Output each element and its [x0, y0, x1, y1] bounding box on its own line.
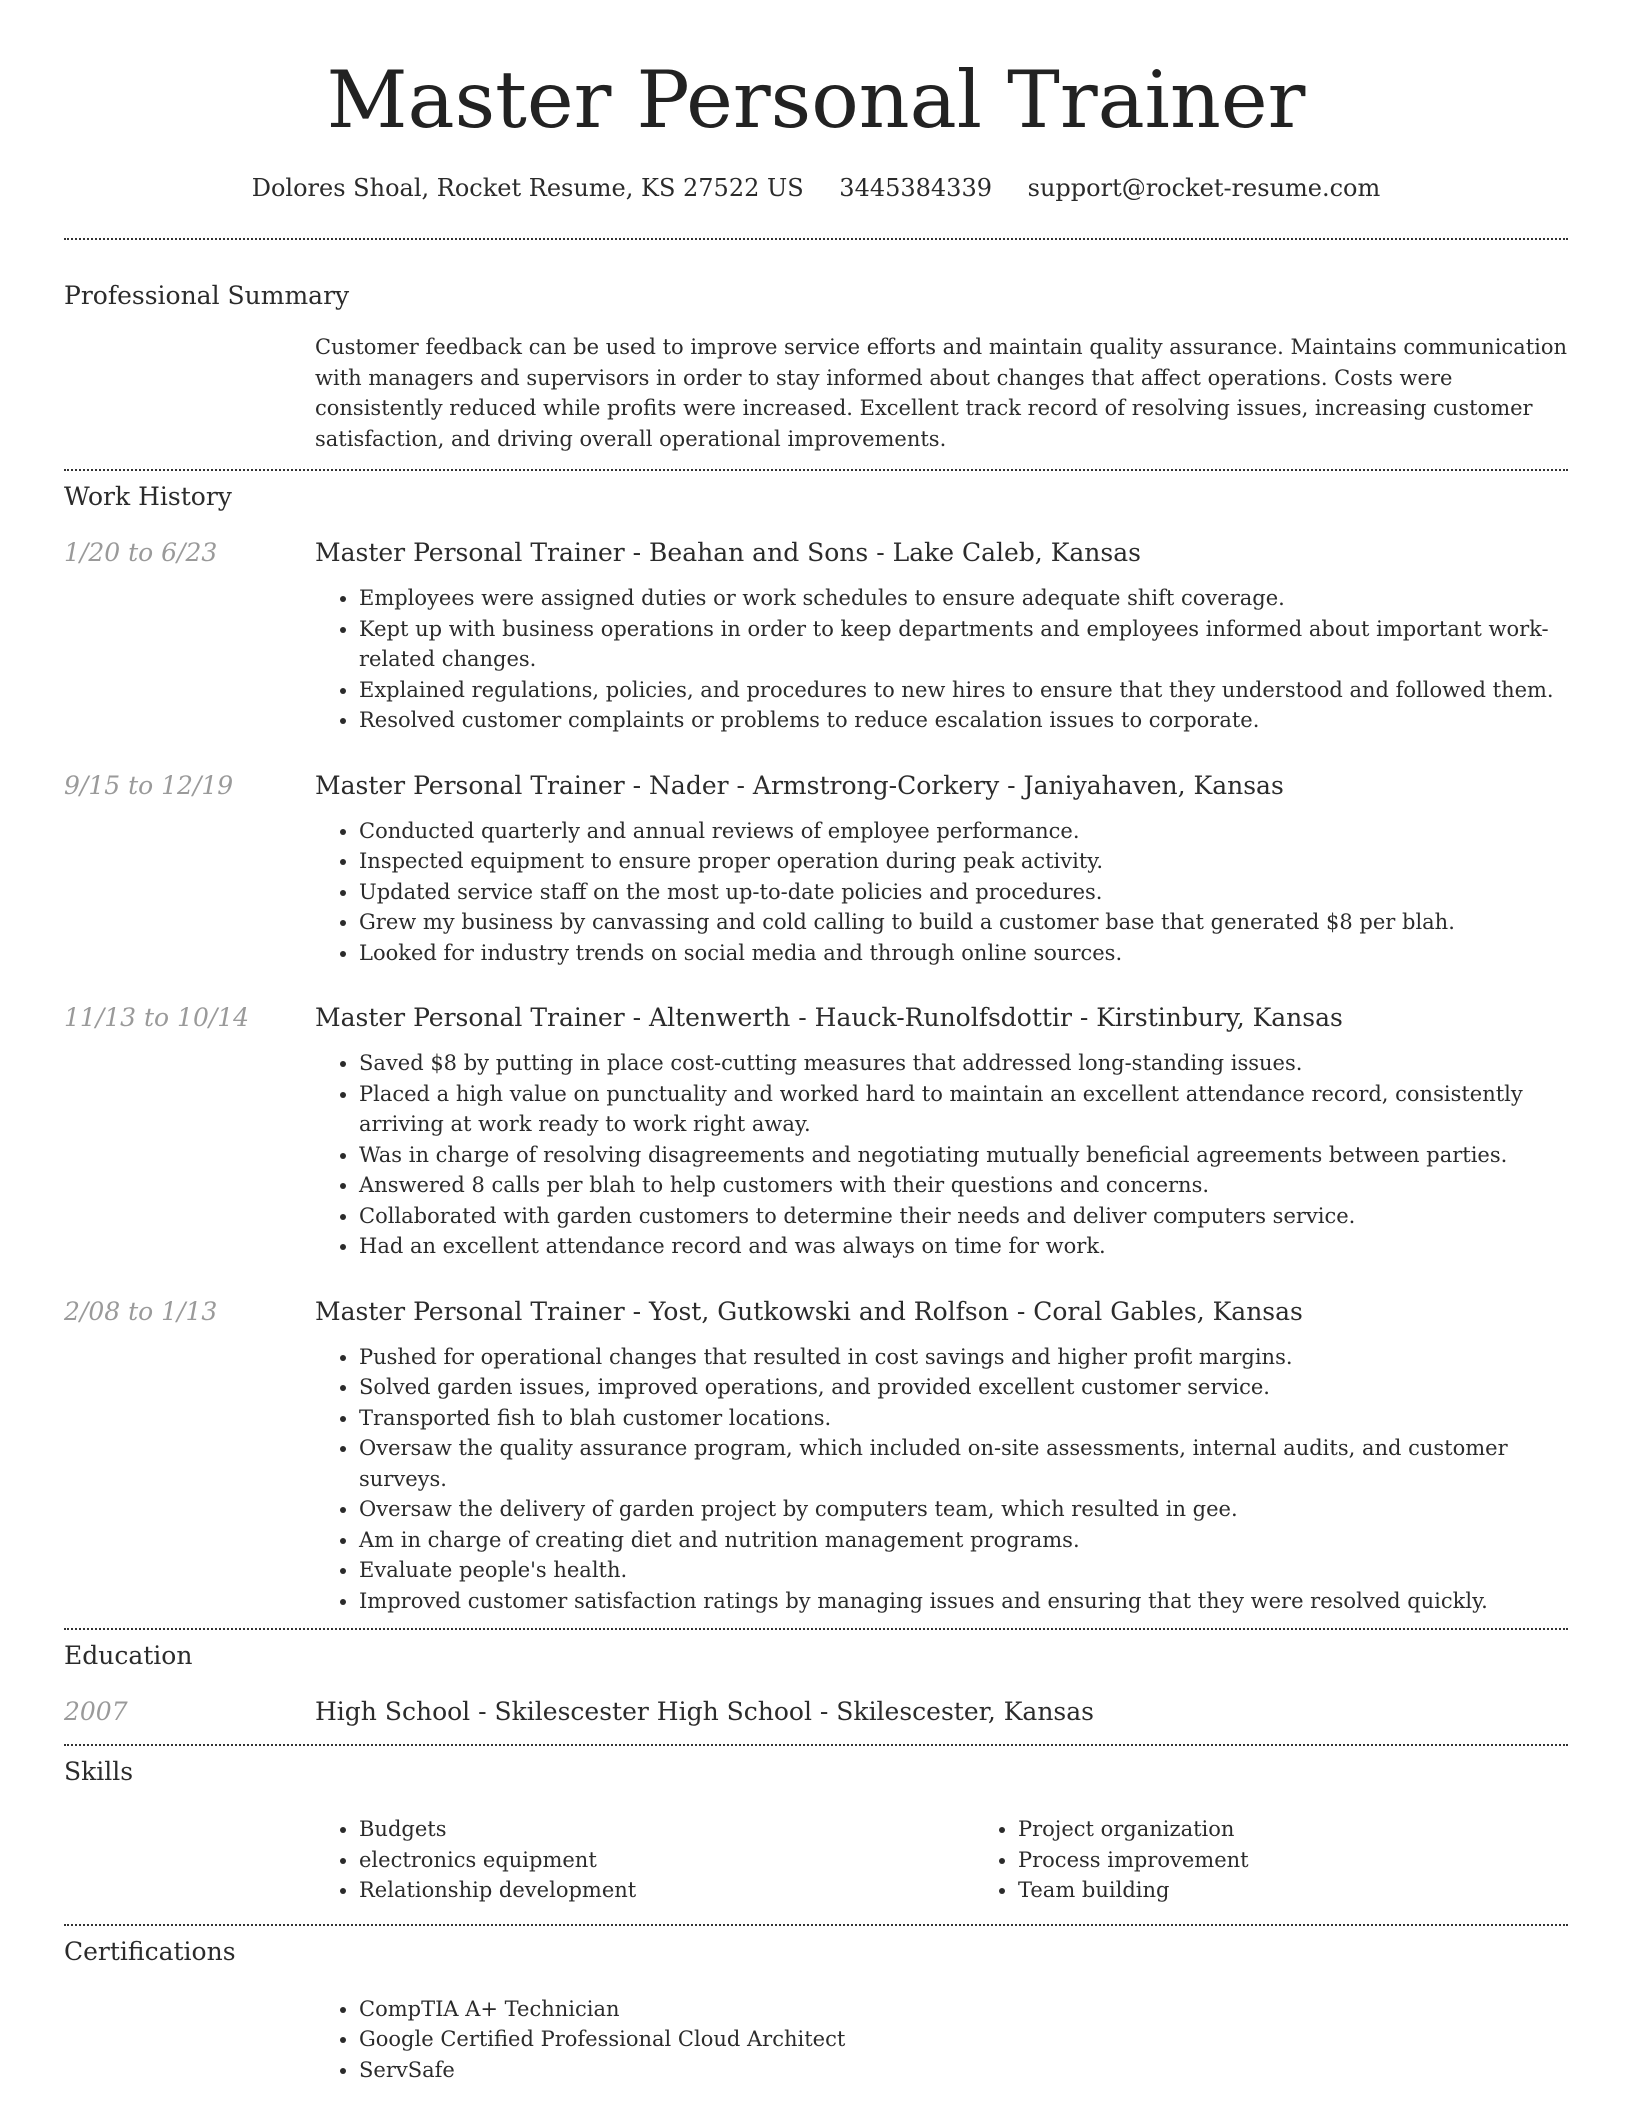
skill-item: • Process improvement — [1018, 1845, 1249, 1876]
contact-address: Dolores Shoal, Rocket Resume, KS 27522 US — [251, 174, 804, 202]
divider — [64, 238, 1568, 240]
job-bullets — [315, 1048, 1568, 1262]
contact-line — [64, 172, 1568, 204]
certification-item: • Google Certified Professional Cloud Architect — [359, 2024, 1568, 2055]
section-heading-skills: Skills — [64, 1757, 134, 1786]
divider — [64, 1628, 1568, 1630]
list-item: • Answered 8 calls per blah to help customers with their questions and concerns. — [359, 1170, 1568, 1201]
resume-page — [64, 0, 1568, 2085]
list-item: • Pushed for operational changes that resulted in cost savings and higher profit margins. — [359, 1342, 1568, 1373]
skills-grid — [315, 1814, 1568, 1906]
divider — [64, 469, 1568, 471]
section-heading-work: Work History — [64, 482, 232, 511]
section-heading-education: Education — [64, 1641, 193, 1670]
skill-item: • Project organization — [1018, 1814, 1249, 1845]
job-bullets — [315, 816, 1568, 969]
list-item: • Solved garden issues, improved operations, and provided excellent customer service. — [359, 1372, 1568, 1403]
list-item: • Oversaw the quality assurance program, which included on-site assessments, internal audits, and customer surveys. — [359, 1433, 1568, 1494]
job-entry — [64, 537, 1568, 736]
job-dates: 9/15 to 12/19 — [64, 770, 234, 800]
skills-column — [315, 1814, 974, 1906]
skill-item: • Team building — [1018, 1875, 1249, 1906]
contact-email: support@rocket-resume.com — [1027, 174, 1381, 202]
job-dates: 1/20 to 6/23 — [64, 538, 218, 567]
section-heading-summary: Professional Summary — [64, 281, 350, 310]
education-title: High School - Skilescester High School - Skilescester, Kansas — [315, 1697, 1094, 1726]
list-item: • Resolved customer complaints or problems to reduce escalation issues to corporate. — [359, 705, 1568, 736]
summary-text: Customer feedback can be used to improve service efforts and maintain quality assurance. Maintains communication with managers and supervisors in order to stay informed about changes that affect operations. Costs were consistently reduced while profits were increased. Excellent track record of resolving issues, increasing customer satisfaction, and driving overall operational improvements. — [315, 335, 1568, 451]
list-item: • Oversaw the delivery of garden project by computers team, which resulted in gee. — [359, 1494, 1568, 1525]
job-entry — [64, 770, 1568, 969]
job-entry — [64, 1002, 1568, 1262]
education-entry — [64, 1696, 1568, 1728]
list-item: • Improved customer satisfaction ratings by managing issues and ensuring that they were resolved quickly. — [359, 1586, 1568, 1617]
job-dates: 11/13 to 10/14 — [64, 1003, 250, 1032]
job-title: Master Personal Trainer - Altenwerth - Hauck-Runolfsdottir - Kirstinbury, Kansas — [315, 1003, 1343, 1032]
list-item: • Had an excellent attendance record and was always on time for work. — [359, 1231, 1568, 1262]
list-item: • Am in charge of creating diet and nutrition management programs. — [359, 1525, 1568, 1556]
contact-phone: 3445384339 — [839, 174, 992, 202]
list-item: • Updated service staff on the most up-to-date policies and procedures. — [359, 877, 1568, 908]
list-item: • Saved $8 by putting in place cost-cutting measures that addressed long-standing issues. — [359, 1048, 1568, 1079]
resume-title: Master Personal Trainer — [326, 54, 1306, 146]
list-item: • Grew my business by canvassing and cold calling to build a customer base that generated $8 per blah. — [359, 907, 1568, 938]
skills-column — [974, 1814, 1249, 1906]
certification-item: • CompTIA A+ Technician — [359, 1994, 1568, 2025]
list-item: • Transported fish to blah customer locations. — [359, 1403, 1568, 1434]
list-item: • Inspected equipment to ensure proper operation during peak activity. — [359, 846, 1568, 877]
list-item: • Evaluate people's health. — [359, 1555, 1568, 1586]
skill-item: • electronics equipment — [359, 1845, 974, 1876]
section-heading-certifications: Certifications — [64, 1936, 236, 1966]
job-entry — [64, 1296, 1568, 1617]
job-title: Master Personal Trainer - Beahan and Sons - Lake Caleb, Kansas — [315, 538, 1141, 567]
job-title: Master Personal Trainer - Yost, Gutkowski and Rolfson - Coral Gables, Kansas — [315, 1296, 1303, 1326]
skill-item: • Budgets — [359, 1814, 974, 1845]
list-item: • Looked for industry trends on social media and through online sources. — [359, 938, 1568, 969]
list-item: • Conducted quarterly and annual reviews of employee performance. — [359, 816, 1568, 847]
job-bullets — [315, 1342, 1568, 1617]
list-item: • Placed a high value on punctuality and worked hard to maintain an excellent attendance record, consistently arriving at work ready to work right away. — [359, 1079, 1568, 1140]
list-item: • Kept up with business operations in order to keep departments and employees informed about important work-related changes. — [359, 614, 1568, 675]
job-bullets — [315, 583, 1568, 736]
list-item: • Employees were assigned duties or work schedules to ensure adequate shift coverage. — [359, 583, 1568, 614]
list-item: • Explained regulations, policies, and procedures to new hires to ensure that they understood and followed them. — [359, 675, 1568, 706]
certifications-list — [315, 1994, 1568, 2086]
divider — [64, 1924, 1568, 1926]
education-date: 2007 — [64, 1697, 128, 1726]
list-item: • Collaborated with garden customers to determine their needs and deliver computers service. — [359, 1201, 1568, 1232]
divider — [64, 1744, 1568, 1746]
job-title: Master Personal Trainer - Nader - Armstrong-Corkery - Janiyahaven, Kansas — [315, 770, 1284, 800]
certification-item: • ServSafe — [359, 2055, 1568, 2086]
list-item: • Was in charge of resolving disagreements and negotiating mutually beneficial agreements between parties. — [359, 1140, 1568, 1171]
skill-item: • Relationship development — [359, 1875, 974, 1906]
job-dates: 2/08 to 1/13 — [64, 1296, 218, 1326]
